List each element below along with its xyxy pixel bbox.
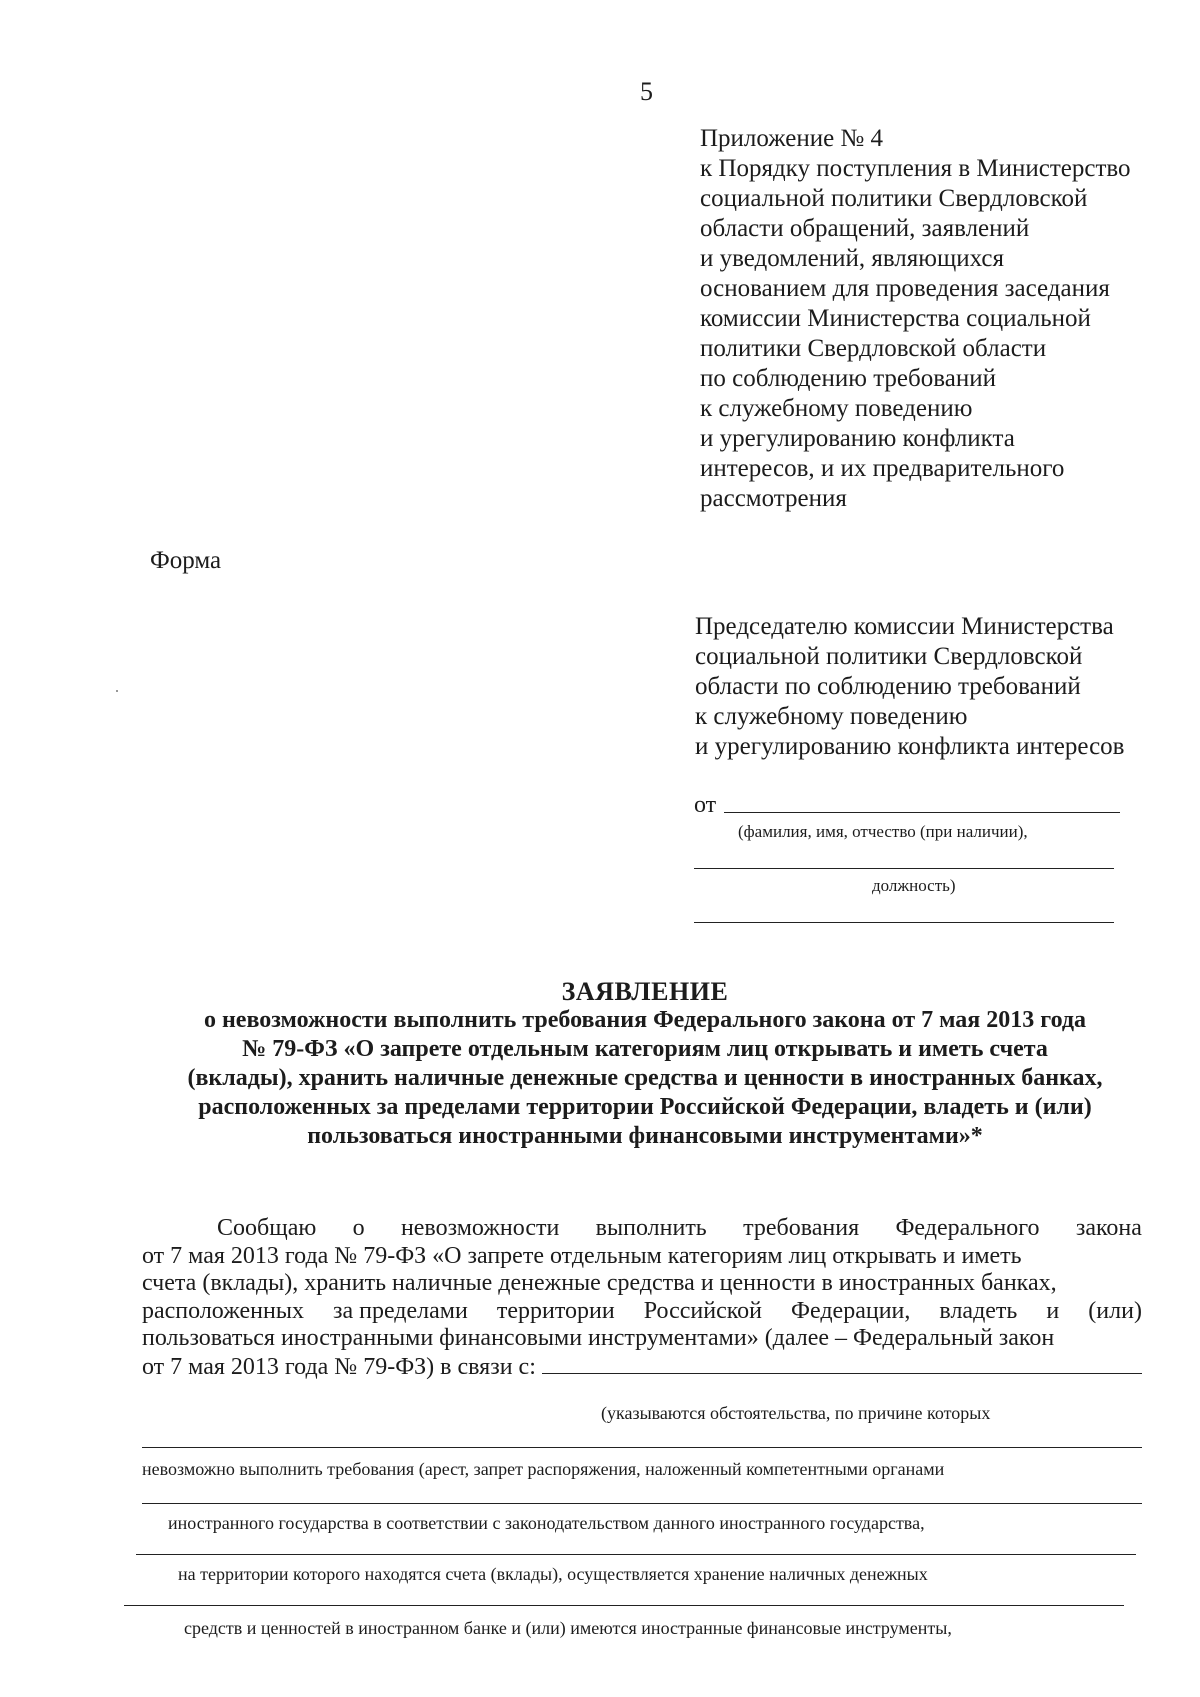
appendix-line: и уведомлений, являющихся [700,245,1004,272]
appendix-line: комиссии Министерства социальной [700,305,1091,332]
addressee-line: области по соблюдению требований [695,673,1081,700]
from-position-caption: должность) [872,876,956,895]
reason-line-3[interactable] [136,1554,1136,1555]
addressee-line: Председателю комиссии Министерства [695,613,1114,640]
title-line: пользоваться иностранными финансовыми инструментами»* [307,1123,983,1149]
reason-caption: невозможно выполнить требования (арест, запрет распоряжения, наложенный компетентными органами [142,1459,945,1479]
from-name-caption: (фамилия, имя, отчество (при наличии), [738,822,1028,841]
appendix-line: и урегулированию конфликта [700,425,1015,452]
addressee-line: к служебному поведению [695,703,968,730]
reason-caption: иностранного государства в соответствии с законодательством данного иностранного государства, [168,1513,925,1533]
form-label: Форма [150,547,222,574]
body-line-with-field: от 7 мая 2013 года № 79-ФЗ) в связи с: [142,1353,1142,1382]
reason-line-1[interactable] [142,1447,1142,1448]
from-position-line[interactable] [694,868,1114,869]
appendix-line: к Порядку поступления в Министерство [700,155,1131,182]
body-line: расположенных за пределами территории Российской Федерации, владеть и (или) [142,1297,1142,1324]
appendix-line: интересов, и их предварительного [700,455,1065,482]
title-line: о невозможности выполнить требования Федерального закона от 7 мая 2013 года [203,1007,1087,1033]
reason-line-2[interactable] [142,1503,1142,1504]
from-extra-line[interactable] [694,922,1114,923]
appendix-line: рассмотрения [700,485,847,512]
title-line: № 79-ФЗ «О запрете отдельным категориям лиц открывать и иметь счета [242,1036,1048,1062]
from-label: от [694,792,717,818]
from-name-line[interactable] [724,812,1120,813]
statement-body [142,1215,1142,1381]
appendix-line: социальной политики Свердловской [700,185,1088,212]
appendix-header [700,124,1131,514]
appendix-line: области обращений, заявлений [700,215,1030,242]
appendix-line: основанием для проведения заседания [700,275,1110,302]
body-line: счета (вклады), хранить наличные денежные средства и ценности в иностранных банках, [142,1270,1057,1296]
addressee-line: и урегулированию конфликта интересов [695,733,1125,760]
reason-caption: на территории которого находятся счета (вклады), осуществляется хранение наличных денежных [178,1564,928,1584]
reason-input-line[interactable] [542,1353,1142,1374]
appendix-line: Приложение № 4 [700,125,884,152]
addressee-block [695,612,1124,762]
body-line: Сообщаю о невозможности выполнить требования Федерального закона [217,1215,1142,1241]
title-main: ЗАЯВЛЕНИЕ [561,977,729,1006]
reason-caption: средств и ценностей в иностранном банке и (или) имеются иностранные финансовые инструменты, [184,1618,952,1638]
statement-title [120,977,1170,1151]
scan-speck [116,690,118,692]
body-line: от 7 мая 2013 года № 79-ФЗ «О запрете отдельным категориям лиц открывать и иметь [142,1242,1022,1269]
appendix-line: политики Свердловской области [700,335,1047,362]
appendix-line: к служебному поведению [700,395,973,422]
reason-caption: (указываются обстоятельства, по причине которых [601,1403,991,1423]
page-number: 5 [640,77,653,106]
appendix-line: по соблюдению требований [700,365,996,392]
reason-line-4[interactable] [124,1605,1124,1606]
title-line: (вклады), хранить наличные денежные средства и ценности в иностранных банках, [187,1065,1103,1091]
title-line: расположенных за пределами территории Российской Федерации, владеть и (или) [198,1094,1092,1120]
body-line: пользоваться иностранными финансовыми инструментами» (далее – Федеральный закон [142,1325,1055,1351]
addressee-line: социальной политики Свердловской [695,643,1083,670]
